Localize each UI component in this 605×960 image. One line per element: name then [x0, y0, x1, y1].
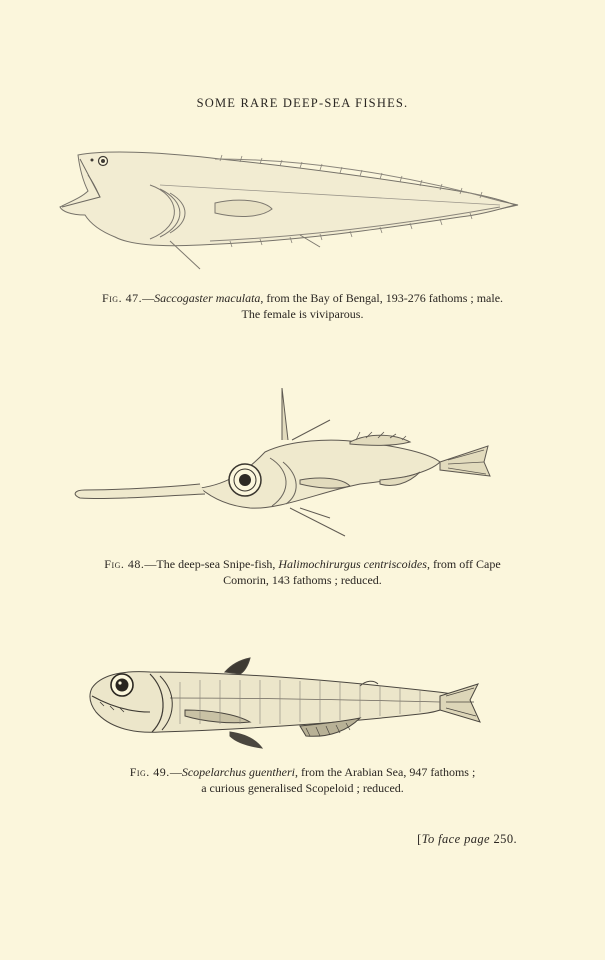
facing-prefix: To face page — [421, 832, 490, 846]
figure-49-number: Fig. 49. — [129, 765, 170, 779]
page-header: SOME RARE DEEP-SEA FISHES. — [196, 96, 409, 110]
scopelarchus-guentheri-drawing — [0, 650, 605, 755]
figure-47-caption-line1: , from the Bay of Bengal, 193-276 fathoms ; male. — [260, 291, 504, 305]
figure-47-number: Fig. 47. — [101, 291, 143, 305]
figure-49-illustration — [0, 650, 605, 755]
figure-49-species: Scopelarchus guentheri — [181, 765, 296, 779]
figure-48-caption-line2: Comorin, 143 fathoms ; reduced. — [223, 573, 382, 587]
figure-49-caption-line1: , from the Arabian Sea, 947 fathoms ; — [295, 765, 476, 779]
figure-47-illustration — [0, 145, 605, 275]
figure-48-caption-pre: —The deep-sea Snipe-fish, — [144, 557, 279, 571]
facing-page-number: 250. — [493, 832, 517, 846]
figure-47-species: Saccogaster maculata — [154, 291, 261, 305]
figure-49-caption-line2: a curious generalised Scopeloid ; reduced. — [201, 781, 404, 795]
figure-48-species: Halimochirurgus centriscoides — [278, 557, 427, 571]
figure-49-caption: Fig. 49.—Scopelarchus guentheri, from the Arabian Sea, 947 fathoms ; a curious generalised Scopeloid ; reduced. — [40, 764, 565, 796]
figure-48-caption-line1: , from off Cape — [426, 557, 501, 571]
facing-bracket: [ — [417, 832, 422, 846]
figure-48-number: Fig. 48. — [104, 557, 145, 571]
halimochirurgus-centriscoides-drawing — [0, 380, 605, 545]
figure-48-caption — [40, 556, 565, 588]
facing-page-reference — [417, 832, 517, 847]
figure-47-caption-line2: The female is viviparous. — [241, 307, 364, 321]
figure-47-caption: Fig. 47.—Saccogaster maculata, from the Bay of Bengal, 193-276 fathoms ; male. The female is viviparous. — [40, 290, 565, 322]
figure-48-illustration — [0, 380, 605, 545]
saccogaster-maculata-drawing — [0, 145, 605, 275]
